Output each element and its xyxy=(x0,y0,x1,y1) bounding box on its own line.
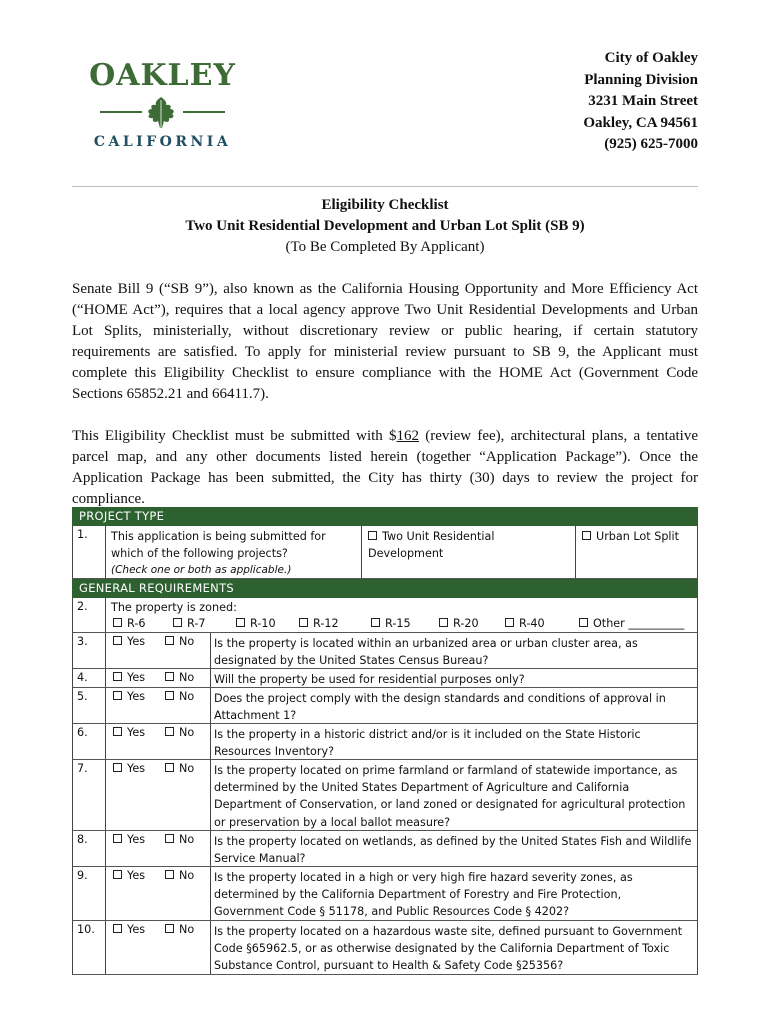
no-option[interactable] xyxy=(165,833,194,846)
zone-option[interactable] xyxy=(299,615,339,632)
question-text: Is the property located on a hazardous waste site, defined pursuant to Government Code §65962.5, or as otherwise designated by the California Department of Toxic Substance Control, pursuant to Health & Safety Code §25356? xyxy=(214,925,683,973)
section-header-general: GENERAL REQUIREMENTS xyxy=(72,579,698,598)
question-text: Is the property in a historic district and/or is it included on the State Historic Resources Inventory? xyxy=(214,728,641,759)
header-divider xyxy=(72,186,698,187)
checkbox-icon[interactable] xyxy=(113,870,122,879)
checkbox-icon[interactable] xyxy=(113,672,122,681)
oak-leaf-icon xyxy=(141,94,181,134)
question-number: 7. xyxy=(77,762,88,775)
zone-label: R-10 xyxy=(250,617,276,630)
yes-label: Yes xyxy=(127,833,146,846)
yes-label: Yes xyxy=(127,690,146,703)
yes-option[interactable] xyxy=(113,762,145,775)
yes-option[interactable] xyxy=(113,726,145,739)
table-row xyxy=(72,724,698,760)
column-divider xyxy=(361,526,362,578)
table-row xyxy=(72,688,698,724)
document-heading xyxy=(72,195,698,258)
no-option[interactable] xyxy=(165,869,194,882)
no-label: No xyxy=(179,762,195,775)
table-row xyxy=(72,669,698,688)
checkbox-icon[interactable] xyxy=(299,618,308,627)
question-rows xyxy=(72,633,698,975)
zone-option[interactable] xyxy=(439,615,479,632)
zone-option-other[interactable] xyxy=(579,615,684,632)
checkbox-icon[interactable] xyxy=(113,727,122,736)
zone-option[interactable] xyxy=(173,615,205,632)
question-text: Will the property be used for residential purposes only? xyxy=(214,673,525,686)
checkbox-icon[interactable] xyxy=(439,618,448,627)
table-row xyxy=(72,526,698,579)
submission-text-end: (review fee), architectural plans, a tentative parcel map, and any other documents listed herein (together “Application Package”). Once the Application Package has been submitted, the City has thirty (30) days to review the project for compliance. xyxy=(72,428,699,507)
question-text: Is the property is located within an urbanized area or urban cluster area, as designated by the United States Census Bureau? xyxy=(214,637,638,668)
address-line: Oakley, CA 94561 xyxy=(583,114,698,131)
column-divider xyxy=(210,921,211,974)
document-subtitle: Two Unit Residential Development and Urban Lot Split (SB 9) xyxy=(185,218,585,234)
checkbox-icon[interactable] xyxy=(113,924,122,933)
option-two-unit[interactable] xyxy=(368,528,568,562)
checkbox-icon[interactable] xyxy=(505,618,514,627)
checkbox-icon[interactable] xyxy=(165,834,174,843)
checkbox-icon[interactable] xyxy=(165,763,174,772)
project-type-question xyxy=(111,528,356,580)
table-row xyxy=(72,867,698,921)
question-number: 1. xyxy=(77,528,88,541)
document-note: (To Be Completed By Applicant) xyxy=(285,239,485,255)
zoning-question: The property is zoned: xyxy=(111,601,237,614)
question-number: 10. xyxy=(77,923,95,936)
address-line: City of Oakley xyxy=(604,50,698,66)
table-row xyxy=(72,598,698,633)
zone-label: Other __________ xyxy=(593,617,685,630)
yes-label: Yes xyxy=(127,923,146,936)
address-line: 3231 Main Street xyxy=(588,93,698,109)
no-label: No xyxy=(179,869,195,882)
checkbox-icon[interactable] xyxy=(113,691,122,700)
question-text: Does the project comply with the design standards and conditions of approval in Attachment 1? xyxy=(214,692,666,723)
yes-option[interactable] xyxy=(113,869,145,882)
review-fee-amount: 162 xyxy=(396,428,420,444)
checkbox-icon[interactable] xyxy=(165,870,174,879)
section-header-project-type: PROJECT TYPE xyxy=(72,507,698,526)
no-option[interactable] xyxy=(165,923,194,936)
question-text: Is the property located in a high or very high fire hazard severity zones, as determined by the California Department of Forestry and Fire Protection, Government Code § 51178, and Public Resources Code § 4202? xyxy=(214,871,633,919)
yes-option[interactable] xyxy=(113,923,145,936)
checkbox-icon[interactable] xyxy=(113,834,122,843)
no-label: No xyxy=(179,635,195,648)
checkbox-icon[interactable] xyxy=(113,636,122,645)
column-divider xyxy=(210,760,211,830)
question-text: Is the property located on prime farmland or farmland of statewide importance, as determined by the United States Department of Agriculture and California Department of Conservation, or land zoned or designated for agricultural protection or preservation by a local ballot measure? xyxy=(214,764,686,829)
column-divider xyxy=(210,867,211,920)
question-text: This application is being submitted for which of the following projects? xyxy=(111,530,326,561)
checkbox-icon[interactable] xyxy=(582,531,591,540)
city-address-block xyxy=(583,48,698,156)
checkbox-icon[interactable] xyxy=(113,763,122,772)
yes-label: Yes xyxy=(127,635,146,648)
zone-label: R-7 xyxy=(187,617,206,630)
zone-option[interactable] xyxy=(505,615,545,632)
checkbox-icon[interactable] xyxy=(371,618,380,627)
checkbox-icon[interactable] xyxy=(165,691,174,700)
no-option[interactable] xyxy=(165,635,194,648)
checkbox-icon[interactable] xyxy=(579,618,588,627)
checkbox-icon[interactable] xyxy=(236,618,245,627)
option-lot-split[interactable] xyxy=(582,528,697,545)
table-row xyxy=(72,921,698,975)
zone-label: R-15 xyxy=(385,617,411,630)
yes-option[interactable] xyxy=(113,635,145,648)
question-number: 9. xyxy=(77,869,88,882)
question-number: 6. xyxy=(77,726,88,739)
option-label: Urban Lot Split xyxy=(596,530,680,543)
column-divider xyxy=(210,688,211,723)
no-option[interactable] xyxy=(165,690,194,703)
zone-option[interactable] xyxy=(113,615,145,632)
submission-paragraph xyxy=(72,426,698,510)
logo-wordmark: OAKLEY xyxy=(89,58,236,93)
zone-label: R-12 xyxy=(313,617,339,630)
no-label: No xyxy=(179,671,195,684)
question-number: 5. xyxy=(77,690,88,703)
question-text: Is the property located on wetlands, as defined by the United States Fish and Wildlife Service Manual? xyxy=(214,835,692,866)
checkbox-icon[interactable] xyxy=(165,924,174,933)
intro-paragraph: Senate Bill 9 (“SB 9”), also known as the California Housing Opportunity and More Efficiency Act (“HOME Act”), requires that a local agency approve Two Unit Residential Developments and Urban Lot Splits, ministerially, without discretionary review or public hearing, if certain statutory requirements are satisfied. To apply for ministerial review pursuant to SB 9, the Applicant must complete this Eligibility Checklist to ensure compliance with the HOME Act (Government Code Sections 65852.21 and 66411.7). xyxy=(72,281,698,402)
zone-option[interactable] xyxy=(371,615,411,632)
no-option[interactable] xyxy=(165,726,194,739)
table-row xyxy=(72,633,698,669)
question-hint: (Check one or both as applicable.) xyxy=(111,564,292,577)
column-divider xyxy=(210,669,211,687)
zone-option[interactable] xyxy=(236,615,276,632)
question-number: 2. xyxy=(77,600,88,613)
no-label: No xyxy=(179,726,195,739)
document-title: Eligibility Checklist xyxy=(321,197,449,213)
checkbox-icon[interactable] xyxy=(173,618,182,627)
zone-label: R-6 xyxy=(127,617,146,630)
table-row xyxy=(72,831,698,867)
oakley-logo xyxy=(85,58,240,153)
no-option[interactable] xyxy=(165,762,194,775)
option-label: Two Unit Residential Development xyxy=(368,530,495,561)
zone-label: R-40 xyxy=(519,617,545,630)
yes-option[interactable] xyxy=(113,671,145,684)
no-option[interactable] xyxy=(165,671,194,684)
question-number: 4. xyxy=(77,671,88,684)
checkbox-icon[interactable] xyxy=(165,636,174,645)
column-divider xyxy=(575,526,576,578)
column-divider xyxy=(210,831,211,866)
checklist-table xyxy=(72,507,698,975)
no-label: No xyxy=(179,923,195,936)
yes-label: Yes xyxy=(127,671,146,684)
checkbox-icon[interactable] xyxy=(165,727,174,736)
checkbox-icon[interactable] xyxy=(165,672,174,681)
checkbox-icon[interactable] xyxy=(368,531,377,540)
column-divider xyxy=(210,724,211,759)
no-label: No xyxy=(179,833,195,846)
address-line: Planning Division xyxy=(584,71,698,88)
checkbox-icon[interactable] xyxy=(113,618,122,627)
yes-option[interactable] xyxy=(113,833,145,846)
yes-option[interactable] xyxy=(113,690,145,703)
yes-label: Yes xyxy=(127,762,146,775)
question-number: 3. xyxy=(77,635,88,648)
logo-rule-left xyxy=(100,111,142,113)
table-row xyxy=(72,760,698,831)
logo-subtitle: CALIFORNIA xyxy=(93,134,232,150)
logo-rule-right xyxy=(183,111,225,113)
no-label: No xyxy=(179,690,195,703)
submission-text-start: This Eligibility Checklist must be submitted with $ xyxy=(72,428,397,444)
yes-label: Yes xyxy=(127,869,146,882)
zone-label: R-20 xyxy=(453,617,479,630)
address-phone: (925) 625-7000 xyxy=(604,136,698,152)
question-number: 8. xyxy=(77,833,88,846)
yes-label: Yes xyxy=(127,726,146,739)
column-divider xyxy=(210,633,211,668)
